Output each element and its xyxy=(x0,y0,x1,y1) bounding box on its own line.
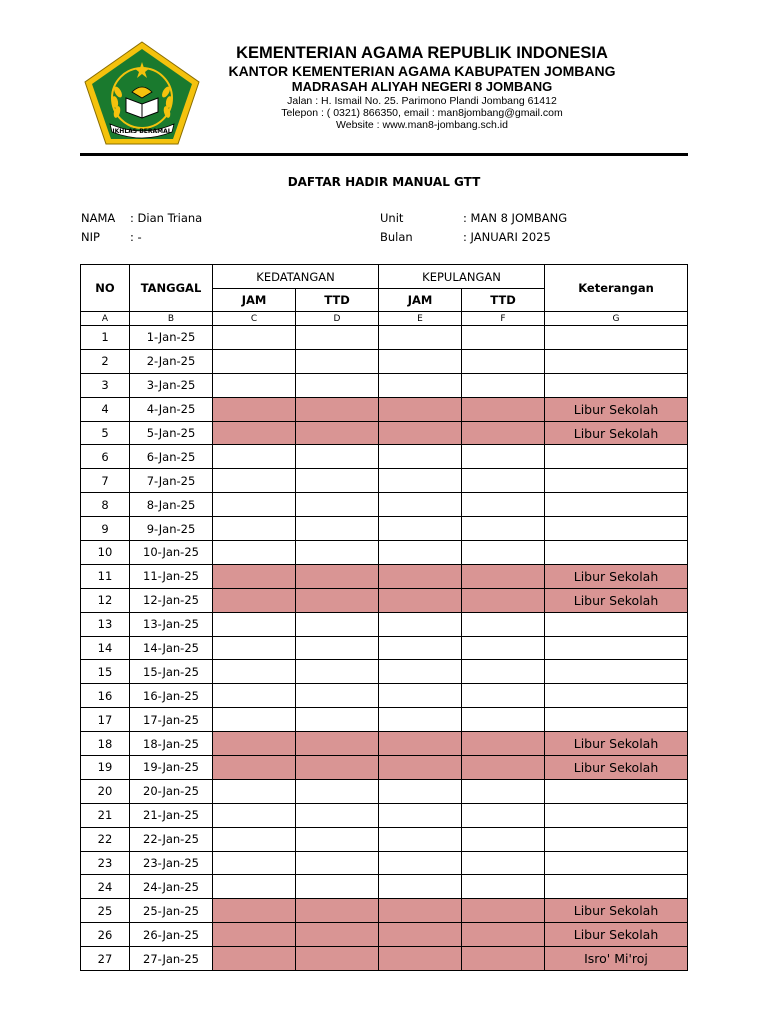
jam-datang-cell xyxy=(213,517,296,541)
row-date: 2-Jan-25 xyxy=(130,349,213,373)
address: Jalan : H. Ismail No. 25. Parimono Plandi Jombang 61412 xyxy=(287,95,557,107)
row-keterangan: Isro' Mi'roj xyxy=(545,947,688,971)
jam-pulang-cell xyxy=(379,541,462,565)
jam-pulang-cell xyxy=(379,660,462,684)
ttd-datang-cell xyxy=(296,660,379,684)
jam-pulang-cell xyxy=(379,756,462,780)
jam-pulang-cell xyxy=(379,588,462,612)
jam-pulang-cell xyxy=(379,469,462,493)
row-number: 22 xyxy=(81,827,130,851)
column-letter: G xyxy=(545,312,688,326)
jam-datang-cell xyxy=(213,947,296,971)
row-keterangan: Libur Sekolah xyxy=(545,923,688,947)
table-row xyxy=(81,397,688,421)
row-date: 27-Jan-25 xyxy=(130,947,213,971)
ttd-pulang-cell xyxy=(462,469,545,493)
row-number: 12 xyxy=(81,588,130,612)
row-date: 23-Jan-25 xyxy=(130,851,213,875)
header-jam-pulang: JAM xyxy=(379,289,462,312)
table-row xyxy=(81,875,688,899)
row-keterangan xyxy=(545,349,688,373)
jam-pulang-cell xyxy=(379,397,462,421)
row-keterangan xyxy=(545,326,688,350)
row-date: 25-Jan-25 xyxy=(130,899,213,923)
bulan-value: : JANUARI 2025 xyxy=(463,230,551,244)
table-row xyxy=(81,564,688,588)
header-divider xyxy=(80,153,688,156)
row-keterangan: Libur Sekolah xyxy=(545,588,688,612)
table-row xyxy=(81,445,688,469)
ttd-pulang-cell xyxy=(462,493,545,517)
jam-datang-cell xyxy=(213,493,296,517)
row-keterangan xyxy=(545,875,688,899)
header-tanggal: TANGGAL xyxy=(130,265,213,312)
ttd-datang-cell xyxy=(296,636,379,660)
bulan-label: Bulan xyxy=(380,230,413,244)
column-letter-row xyxy=(81,312,688,326)
jam-pulang-cell xyxy=(379,493,462,517)
column-letter: A xyxy=(81,312,130,326)
row-keterangan: Libur Sekolah xyxy=(545,564,688,588)
jam-pulang-cell xyxy=(379,899,462,923)
ttd-datang-cell xyxy=(296,756,379,780)
table-row xyxy=(81,923,688,947)
row-date: 14-Jan-25 xyxy=(130,636,213,660)
ttd-pulang-cell xyxy=(462,827,545,851)
row-number: 4 xyxy=(81,397,130,421)
row-keterangan: Libur Sekolah xyxy=(545,421,688,445)
jam-datang-cell xyxy=(213,373,296,397)
jam-datang-cell xyxy=(213,803,296,827)
ttd-datang-cell xyxy=(296,397,379,421)
jam-pulang-cell xyxy=(379,779,462,803)
jam-datang-cell xyxy=(213,588,296,612)
unit-label: Unit xyxy=(380,211,404,225)
row-number: 9 xyxy=(81,517,130,541)
ttd-pulang-cell xyxy=(462,612,545,636)
ttd-datang-cell xyxy=(296,923,379,947)
table-row xyxy=(81,493,688,517)
ttd-pulang-cell xyxy=(462,660,545,684)
row-keterangan xyxy=(545,517,688,541)
row-number: 15 xyxy=(81,660,130,684)
jam-pulang-cell xyxy=(379,732,462,756)
row-keterangan xyxy=(545,708,688,732)
row-keterangan xyxy=(545,803,688,827)
row-date: 20-Jan-25 xyxy=(130,779,213,803)
ttd-datang-cell xyxy=(296,564,379,588)
nama-value: : Dian Triana xyxy=(130,211,203,225)
jam-datang-cell xyxy=(213,660,296,684)
attendance-table xyxy=(80,264,688,971)
row-number: 5 xyxy=(81,421,130,445)
jam-datang-cell xyxy=(213,923,296,947)
ttd-pulang-cell xyxy=(462,349,545,373)
row-date: 6-Jan-25 xyxy=(130,445,213,469)
jam-pulang-cell xyxy=(379,373,462,397)
table-row xyxy=(81,541,688,565)
ministry-name: KEMENTERIAN AGAMA REPUBLIK INDONESIA xyxy=(236,44,608,62)
ttd-datang-cell xyxy=(296,732,379,756)
ttd-pulang-cell xyxy=(462,636,545,660)
ttd-pulang-cell xyxy=(462,373,545,397)
row-number: 23 xyxy=(81,851,130,875)
row-date: 24-Jan-25 xyxy=(130,875,213,899)
ttd-pulang-cell xyxy=(462,517,545,541)
jam-pulang-cell xyxy=(379,684,462,708)
row-keterangan: Libur Sekolah xyxy=(545,756,688,780)
table-row xyxy=(81,421,688,445)
ttd-datang-cell xyxy=(296,875,379,899)
jam-datang-cell xyxy=(213,541,296,565)
jam-datang-cell xyxy=(213,326,296,350)
ttd-datang-cell xyxy=(296,517,379,541)
school-name: MADRASAH ALIYAH NEGERI 8 JOMBANG xyxy=(291,79,553,94)
ttd-pulang-cell xyxy=(462,851,545,875)
ttd-datang-cell xyxy=(296,493,379,517)
ttd-pulang-cell xyxy=(462,732,545,756)
jam-pulang-cell xyxy=(379,564,462,588)
ttd-pulang-cell xyxy=(462,326,545,350)
office-name: KANTOR KEMENTERIAN AGAMA KABUPATEN JOMBANG xyxy=(228,63,616,79)
logo-motto: IKHLAS BERAMAL xyxy=(112,128,172,135)
jam-datang-cell xyxy=(213,756,296,780)
row-date: 9-Jan-25 xyxy=(130,517,213,541)
ttd-datang-cell xyxy=(296,421,379,445)
row-number: 26 xyxy=(81,923,130,947)
ttd-pulang-cell xyxy=(462,421,545,445)
ttd-datang-cell xyxy=(296,326,379,350)
ttd-datang-cell xyxy=(296,899,379,923)
row-number: 8 xyxy=(81,493,130,517)
ttd-datang-cell xyxy=(296,588,379,612)
row-keterangan xyxy=(545,469,688,493)
header-no: NO xyxy=(81,265,130,312)
column-letter: D xyxy=(296,312,379,326)
jam-datang-cell xyxy=(213,612,296,636)
table-row xyxy=(81,684,688,708)
table-row xyxy=(81,636,688,660)
row-number: 24 xyxy=(81,875,130,899)
row-keterangan xyxy=(545,827,688,851)
column-letter: B xyxy=(130,312,213,326)
ttd-datang-cell xyxy=(296,349,379,373)
ttd-pulang-cell xyxy=(462,803,545,827)
ttd-datang-cell xyxy=(296,373,379,397)
row-number: 6 xyxy=(81,445,130,469)
row-date: 13-Jan-25 xyxy=(130,612,213,636)
table-row xyxy=(81,349,688,373)
table-row xyxy=(81,588,688,612)
jam-datang-cell xyxy=(213,421,296,445)
ttd-pulang-cell xyxy=(462,397,545,421)
nama-label: NAMA xyxy=(81,211,116,225)
ttd-datang-cell xyxy=(296,947,379,971)
row-number: 2 xyxy=(81,349,130,373)
row-number: 14 xyxy=(81,636,130,660)
table-row xyxy=(81,899,688,923)
row-date: 12-Jan-25 xyxy=(130,588,213,612)
column-letter: C xyxy=(213,312,296,326)
jam-pulang-cell xyxy=(379,326,462,350)
header-kepulangan: KEPULANGAN xyxy=(379,265,545,289)
letterhead xyxy=(210,44,634,131)
jam-datang-cell xyxy=(213,899,296,923)
table-row xyxy=(81,612,688,636)
row-number: 25 xyxy=(81,899,130,923)
row-keterangan: Libur Sekolah xyxy=(545,732,688,756)
ttd-pulang-cell xyxy=(462,564,545,588)
jam-datang-cell xyxy=(213,469,296,493)
row-date: 10-Jan-25 xyxy=(130,541,213,565)
header-jam-datang: JAM xyxy=(213,289,296,312)
jam-datang-cell xyxy=(213,397,296,421)
jam-datang-cell xyxy=(213,445,296,469)
row-date: 3-Jan-25 xyxy=(130,373,213,397)
row-number: 17 xyxy=(81,708,130,732)
header-ttd-datang: TTD xyxy=(296,289,379,312)
row-number: 21 xyxy=(81,803,130,827)
ttd-datang-cell xyxy=(296,708,379,732)
row-keterangan xyxy=(545,493,688,517)
row-number: 11 xyxy=(81,564,130,588)
jam-pulang-cell xyxy=(379,923,462,947)
table-row xyxy=(81,947,688,971)
jam-datang-cell xyxy=(213,779,296,803)
table-row xyxy=(81,373,688,397)
jam-datang-cell xyxy=(213,564,296,588)
header-ttd-pulang: TTD xyxy=(462,289,545,312)
column-letter: F xyxy=(462,312,545,326)
ttd-datang-cell xyxy=(296,445,379,469)
jam-pulang-cell xyxy=(379,708,462,732)
ministry-logo xyxy=(82,40,202,146)
jam-pulang-cell xyxy=(379,612,462,636)
jam-datang-cell xyxy=(213,349,296,373)
row-date: 26-Jan-25 xyxy=(130,923,213,947)
ttd-pulang-cell xyxy=(462,541,545,565)
jam-pulang-cell xyxy=(379,636,462,660)
row-date: 11-Jan-25 xyxy=(130,564,213,588)
row-keterangan: Libur Sekolah xyxy=(545,899,688,923)
table-row xyxy=(81,517,688,541)
jam-pulang-cell xyxy=(379,517,462,541)
row-date: 22-Jan-25 xyxy=(130,827,213,851)
jam-datang-cell xyxy=(213,827,296,851)
ttd-datang-cell xyxy=(296,827,379,851)
table-row xyxy=(81,732,688,756)
row-number: 27 xyxy=(81,947,130,971)
table-row xyxy=(81,851,688,875)
website: Website : www.man8-jombang.sch.id xyxy=(336,119,508,131)
row-keterangan: Libur Sekolah xyxy=(545,397,688,421)
jam-pulang-cell xyxy=(379,803,462,827)
table-row xyxy=(81,469,688,493)
row-date: 15-Jan-25 xyxy=(130,660,213,684)
row-number: 20 xyxy=(81,779,130,803)
ttd-pulang-cell xyxy=(462,947,545,971)
header-kedatangan: KEDATANGAN xyxy=(213,265,379,289)
ttd-datang-cell xyxy=(296,803,379,827)
row-date: 16-Jan-25 xyxy=(130,684,213,708)
jam-pulang-cell xyxy=(379,445,462,469)
jam-datang-cell xyxy=(213,732,296,756)
jam-datang-cell xyxy=(213,684,296,708)
row-keterangan xyxy=(545,612,688,636)
row-keterangan xyxy=(545,660,688,684)
jam-datang-cell xyxy=(213,708,296,732)
table-row xyxy=(81,803,688,827)
row-number: 18 xyxy=(81,732,130,756)
row-date: 1-Jan-25 xyxy=(130,326,213,350)
row-number: 7 xyxy=(81,469,130,493)
row-keterangan xyxy=(545,445,688,469)
ttd-pulang-cell xyxy=(462,899,545,923)
nip-label: NIP xyxy=(81,230,100,244)
table-row xyxy=(81,708,688,732)
ttd-pulang-cell xyxy=(462,588,545,612)
jam-datang-cell xyxy=(213,636,296,660)
jam-pulang-cell xyxy=(379,875,462,899)
table-row xyxy=(81,660,688,684)
jam-pulang-cell xyxy=(379,851,462,875)
row-date: 4-Jan-25 xyxy=(130,397,213,421)
row-keterangan xyxy=(545,851,688,875)
jam-datang-cell xyxy=(213,851,296,875)
row-keterangan xyxy=(545,373,688,397)
row-date: 5-Jan-25 xyxy=(130,421,213,445)
column-letter: E xyxy=(379,312,462,326)
row-date: 7-Jan-25 xyxy=(130,469,213,493)
document-title: DAFTAR HADIR MANUAL GTT xyxy=(287,175,481,189)
ttd-datang-cell xyxy=(296,469,379,493)
row-date: 8-Jan-25 xyxy=(130,493,213,517)
ttd-datang-cell xyxy=(296,779,379,803)
row-keterangan xyxy=(545,541,688,565)
ttd-pulang-cell xyxy=(462,708,545,732)
row-keterangan xyxy=(545,684,688,708)
jam-datang-cell xyxy=(213,875,296,899)
ttd-pulang-cell xyxy=(462,923,545,947)
phone-email: Telepon : ( 0321) 866350, email : man8jombang@gmail.com xyxy=(281,107,563,119)
jam-pulang-cell xyxy=(379,827,462,851)
jam-pulang-cell xyxy=(379,421,462,445)
row-date: 19-Jan-25 xyxy=(130,756,213,780)
ttd-pulang-cell xyxy=(462,445,545,469)
ttd-datang-cell xyxy=(296,851,379,875)
ttd-datang-cell xyxy=(296,684,379,708)
row-number: 10 xyxy=(81,541,130,565)
row-date: 17-Jan-25 xyxy=(130,708,213,732)
row-keterangan xyxy=(545,636,688,660)
table-row xyxy=(81,756,688,780)
row-number: 16 xyxy=(81,684,130,708)
ttd-pulang-cell xyxy=(462,684,545,708)
row-date: 21-Jan-25 xyxy=(130,803,213,827)
ttd-pulang-cell xyxy=(462,875,545,899)
row-number: 1 xyxy=(81,326,130,350)
ttd-datang-cell xyxy=(296,612,379,636)
ttd-pulang-cell xyxy=(462,756,545,780)
nip-value: : - xyxy=(130,230,142,244)
row-date: 18-Jan-25 xyxy=(130,732,213,756)
jam-pulang-cell xyxy=(379,349,462,373)
table-row xyxy=(81,827,688,851)
unit-value: : MAN 8 JOMBANG xyxy=(463,211,568,225)
row-number: 19 xyxy=(81,756,130,780)
row-number: 13 xyxy=(81,612,130,636)
ttd-datang-cell xyxy=(296,541,379,565)
row-number: 3 xyxy=(81,373,130,397)
table-row xyxy=(81,326,688,350)
table-row xyxy=(81,779,688,803)
jam-pulang-cell xyxy=(379,947,462,971)
ttd-pulang-cell xyxy=(462,779,545,803)
row-keterangan xyxy=(545,779,688,803)
header-keterangan: Keterangan xyxy=(545,265,688,312)
